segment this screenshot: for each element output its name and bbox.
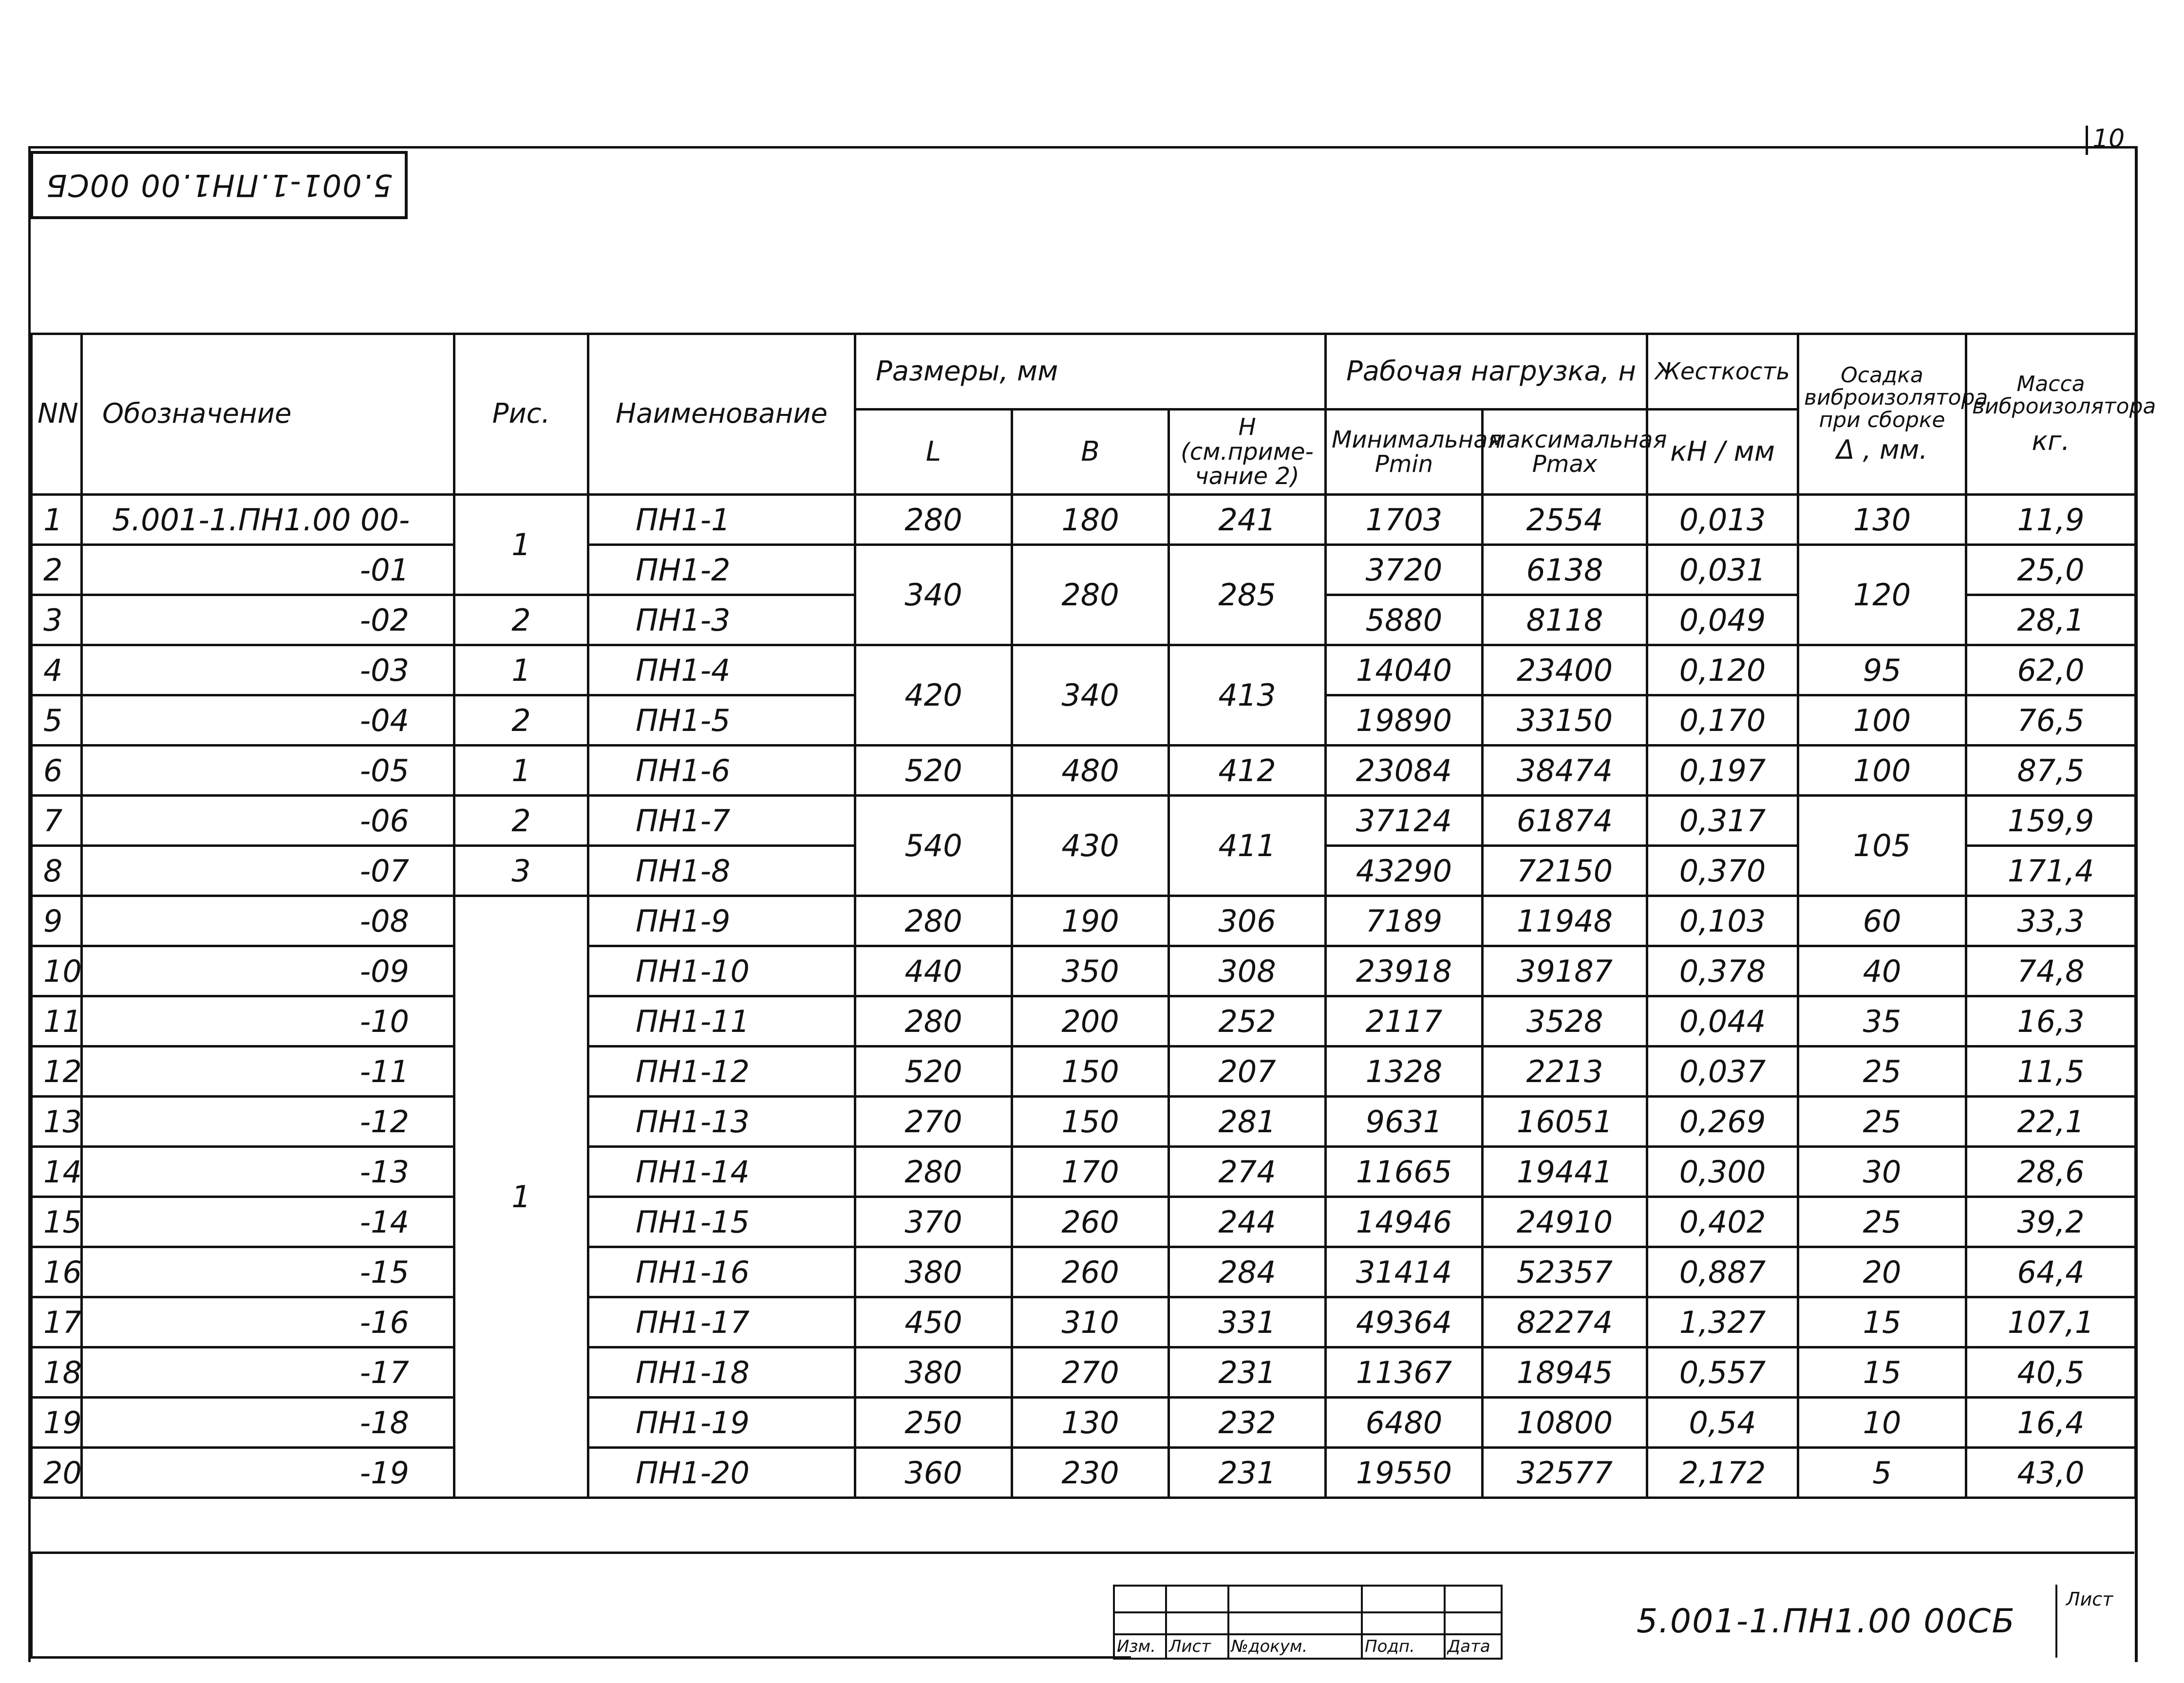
cell-settlement: 15 [1798,1347,1966,1398]
table-row [32,1297,2136,1347]
cell-pmax: 19441 [1483,1147,1647,1197]
cell-B: 150 [1012,1097,1169,1147]
cell-designation: -12 [82,1097,454,1147]
table-row [32,1047,2136,1097]
header-name: Наименование [588,334,855,495]
cell-mass: 107,1 [1966,1297,2136,1347]
cell-pmax: 2213 [1483,1047,1647,1097]
cell-stiffness: 0,103 [1647,896,1798,946]
cell-designation: -14 [82,1197,454,1247]
cell-stiffness: 0,049 [1647,595,1798,645]
cell-L: 380 [855,1347,1012,1398]
cell-name: ПН1-19 [588,1398,855,1448]
cell-L: 270 [855,1097,1012,1147]
header-settlement-unit: Δ , мм. [1836,434,1928,466]
cell-L: 370 [855,1197,1012,1247]
cell-mass: 33,3 [1966,896,2136,946]
cell-pmax: 38474 [1483,746,1647,796]
cell-mass: 16,3 [1966,996,2136,1047]
cell-B: 130 [1012,1398,1169,1448]
cell-nn: 7 [32,796,82,846]
header-B: B [1012,410,1169,495]
cell-L: 450 [855,1297,1012,1347]
cell-L: 440 [855,946,1012,996]
cell-designation: -02 [82,595,454,645]
header-figure: Рис. [454,334,588,495]
cell-pmin: 14040 [1326,645,1483,695]
cell-B: 150 [1012,1047,1169,1097]
cell-settlement: 25 [1798,1197,1966,1247]
cell-name: ПН1-10 [588,946,855,996]
cell-pmax: 6138 [1483,545,1647,595]
cell-figure: 1 [454,746,588,796]
cell-figure: 2 [454,695,588,746]
cell-L: 280 [855,996,1012,1047]
cell-designation: -06 [82,796,454,846]
table-row [32,1147,2136,1197]
cell-pmin: 23084 [1326,746,1483,796]
table-row [32,996,2136,1047]
cell-mass: 74,8 [1966,946,2136,996]
cell-mass: 25,0 [1966,545,2136,595]
cell-pmax: 82274 [1483,1297,1647,1347]
cell-figure: 1 [454,896,588,1498]
cell-pmin: 6480 [1326,1398,1483,1448]
table-row [32,1247,2136,1297]
cell-name: ПН1-12 [588,1047,855,1097]
cell-mass: 40,5 [1966,1347,2136,1398]
cell-nn: 15 [32,1197,82,1247]
cell-settlement: 120 [1798,545,1966,645]
header-stiffness: Жесткость [1647,334,1798,410]
cell-pmin: 3720 [1326,545,1483,595]
cell-stiffness: 2,172 [1647,1448,1798,1498]
table-row [32,946,2136,996]
table-row [32,1097,2136,1147]
cell-name: ПН1-11 [588,996,855,1047]
table-row [32,645,2136,695]
cell-L: 540 [855,796,1012,896]
cell-pmin: 19550 [1326,1448,1483,1498]
cell-pmax: 8118 [1483,595,1647,645]
cell-figure: 2 [454,595,588,645]
cell-nn: 3 [32,595,82,645]
cell-pmax: 52357 [1483,1247,1647,1297]
cell-B: 260 [1012,1247,1169,1297]
label-sign: Подп. [1362,1634,1445,1659]
header-L: L [855,410,1012,495]
cell-settlement: 15 [1798,1297,1966,1347]
cell-figure: 1 [454,495,588,595]
cell-pmin: 5880 [1326,595,1483,645]
cell-stiffness: 0,54 [1647,1398,1798,1448]
cell-name: ПН1-1 [588,495,855,545]
cell-L: 520 [855,1047,1012,1097]
cell-mass: 11,9 [1966,495,2136,545]
cell-L: 280 [855,1147,1012,1197]
cell-designation: -10 [82,996,454,1047]
label-list: Лист [1166,1634,1228,1659]
cell-name: ПН1-7 [588,796,855,846]
cell-pmax: 3528 [1483,996,1647,1047]
cell-H: 252 [1169,996,1326,1047]
label-date: Дата [1445,1634,1502,1659]
cell-settlement: 40 [1798,946,1966,996]
cell-pmax: 72150 [1483,846,1647,896]
table-row [32,1398,2136,1448]
cell-L: 340 [855,545,1012,645]
cell-stiffness: 0,300 [1647,1147,1798,1197]
spec-table [30,333,2156,1499]
cell-B: 230 [1012,1448,1169,1498]
cell-L: 360 [855,1448,1012,1498]
cell-designation: -07 [82,846,454,896]
cell-nn: 10 [32,946,82,996]
cell-H: 274 [1169,1147,1326,1197]
cell-figure: 3 [454,846,588,896]
cell-mass: 28,1 [1966,595,2136,645]
cell-nn: 19 [32,1398,82,1448]
cell-H: 285 [1169,545,1326,645]
cell-H: 413 [1169,645,1326,746]
cell-stiffness: 0,317 [1647,796,1798,846]
cell-pmin: 7189 [1326,896,1483,946]
cell-name: ПН1-17 [588,1297,855,1347]
table-row [32,545,2136,595]
cell-mass: 87,5 [1966,746,2136,796]
cell-L: 250 [855,1398,1012,1448]
header-pmax: максимальная Pmax [1483,410,1647,495]
table-row [32,1448,2136,1498]
cell-L: 380 [855,1247,1012,1297]
cell-nn: 4 [32,645,82,695]
cell-B: 480 [1012,746,1169,796]
cell-H: 331 [1169,1297,1326,1347]
cell-mass: 11,5 [1966,1047,2136,1097]
cell-name: ПН1-5 [588,695,855,746]
cell-mass: 28,6 [1966,1147,2136,1197]
cell-name: ПН1-2 [588,545,855,595]
table-row [32,896,2136,946]
cell-name: ПН1-8 [588,846,855,896]
cell-H: 306 [1169,896,1326,946]
cell-stiffness: 1,327 [1647,1297,1798,1347]
cell-nn: 13 [32,1097,82,1147]
cell-designation: -13 [82,1147,454,1197]
cell-nn: 11 [32,996,82,1047]
cell-mass: 171,4 [1966,846,2136,896]
cell-pmax: 39187 [1483,946,1647,996]
cell-name: ПН1-14 [588,1147,855,1197]
header-pmin: Минимальная Pmin [1326,410,1483,495]
cell-nn: 2 [32,545,82,595]
cell-H: 207 [1169,1047,1326,1097]
cell-settlement: 105 [1798,796,1966,896]
cell-pmax: 33150 [1483,695,1647,746]
cell-designation: -19 [82,1448,454,1498]
cell-pmax: 23400 [1483,645,1647,695]
cell-nn: 6 [32,746,82,796]
cell-nn: 16 [32,1247,82,1297]
cell-stiffness: 0,197 [1647,746,1798,796]
cell-H: 412 [1169,746,1326,796]
cell-settlement: 5 [1798,1448,1966,1498]
cell-H: 231 [1169,1347,1326,1398]
cell-pmin: 11367 [1326,1347,1483,1398]
cell-settlement: 130 [1798,495,1966,545]
cell-settlement: 25 [1798,1097,1966,1147]
cell-pmin: 31414 [1326,1247,1483,1297]
cell-pmin: 19890 [1326,695,1483,746]
cell-nn: 14 [32,1147,82,1197]
cell-designation: 5.001-1.ПН1.00 00- [82,495,454,545]
cell-pmax: 10800 [1483,1398,1647,1448]
cell-mass: 43,0 [1966,1448,2136,1498]
cell-settlement: 20 [1798,1247,1966,1297]
cell-H: 281 [1169,1097,1326,1147]
sheet-label: Лист [2066,1589,2113,1610]
cell-mass: 16,4 [1966,1398,2136,1448]
cell-nn: 18 [32,1347,82,1398]
sheet-number-divider [2086,126,2088,155]
cell-nn: 9 [32,896,82,946]
cell-L: 280 [855,495,1012,545]
cell-stiffness: 0,402 [1647,1197,1798,1247]
document-code: 5.001-1.ПН1.00 00СБ [1637,1602,2016,1641]
cell-settlement: 35 [1798,996,1966,1047]
cell-B: 310 [1012,1297,1169,1347]
cell-designation: -03 [82,645,454,695]
cell-B: 260 [1012,1197,1169,1247]
cell-H: 244 [1169,1197,1326,1247]
cell-stiffness: 0,378 [1647,946,1798,996]
cell-name: ПН1-6 [588,746,855,796]
cell-stiffness: 0,120 [1647,645,1798,695]
cell-B: 430 [1012,796,1169,896]
cell-mass: 159,9 [1966,796,2136,846]
cell-B: 180 [1012,495,1169,545]
cell-B: 190 [1012,896,1169,946]
cell-B: 280 [1012,545,1169,645]
cell-name: ПН1-4 [588,645,855,695]
cell-pmax: 61874 [1483,796,1647,846]
cell-stiffness: 0,370 [1647,846,1798,896]
cell-nn: 1 [32,495,82,545]
cell-settlement: 10 [1798,1398,1966,1448]
label-izm: Изм. [1114,1634,1166,1659]
cell-designation: -17 [82,1347,454,1398]
cell-H: 231 [1169,1448,1326,1498]
cell-H: 411 [1169,796,1326,896]
cell-H: 241 [1169,495,1326,545]
cell-stiffness: 0,557 [1647,1347,1798,1398]
sheet-box [2055,1585,2134,1658]
header-designation: Обозначение [82,334,454,495]
cell-figure: 1 [454,645,588,695]
header-dimensions: Размеры, мм [855,334,1326,410]
cell-pmin: 37124 [1326,796,1483,846]
cell-stiffness: 0,013 [1647,495,1798,545]
header-mass-title: Масса виброизолятора [1972,371,2156,419]
cell-mass: 22,1 [1966,1097,2136,1147]
cell-name: ПН1-13 [588,1097,855,1147]
cell-stiffness: 0,044 [1647,996,1798,1047]
cell-settlement: 30 [1798,1147,1966,1197]
cell-designation: -18 [82,1398,454,1448]
cell-settlement: 95 [1798,645,1966,695]
cell-pmin: 43290 [1326,846,1483,896]
cell-settlement: 25 [1798,1047,1966,1097]
cell-pmax: 18945 [1483,1347,1647,1398]
cell-stiffness: 0,269 [1647,1097,1798,1147]
cell-settlement: 100 [1798,746,1966,796]
header-load: Рабочая нагрузка, н [1326,334,1647,410]
cell-settlement: 60 [1798,896,1966,946]
header-mass [1966,334,2156,495]
header-nn: NN [32,334,82,495]
cell-pmin: 11665 [1326,1147,1483,1197]
cell-designation: -04 [82,695,454,746]
table-row [32,495,2136,545]
cell-designation: -01 [82,545,454,595]
label-doc: №докум. [1228,1634,1362,1659]
cell-figure: 2 [454,796,588,846]
cell-H: 232 [1169,1398,1326,1448]
cell-pmin: 1703 [1326,495,1483,545]
cell-designation: -08 [82,896,454,946]
cell-B: 270 [1012,1347,1169,1398]
signature-grid [1113,1585,1503,1660]
cell-pmin: 23918 [1326,946,1483,996]
cell-name: ПН1-9 [588,896,855,946]
cell-name: ПН1-18 [588,1347,855,1398]
cell-designation: -15 [82,1247,454,1297]
cell-nn: 17 [32,1297,82,1347]
header-stiffness-unit: кН / мм [1647,410,1798,495]
cell-pmin: 1328 [1326,1047,1483,1097]
header-mass-unit: кг. [2032,426,2070,457]
header-H: H (см.приме-чание 2) [1169,410,1326,495]
table-row [32,1197,2136,1247]
cell-name: ПН1-20 [588,1448,855,1498]
document-stamp [30,151,408,219]
cell-designation: -09 [82,946,454,996]
cell-L: 420 [855,645,1012,746]
cell-designation: -05 [82,746,454,796]
header-settlement [1798,334,1988,495]
cell-mass: 64,4 [1966,1247,2136,1297]
cell-nn: 5 [32,695,82,746]
cell-mass: 62,0 [1966,645,2136,695]
cell-settlement: 100 [1798,695,1966,746]
table-row [32,1347,2136,1398]
cell-nn: 8 [32,846,82,896]
cell-L: 520 [855,746,1012,796]
cell-designation: -16 [82,1297,454,1347]
cell-stiffness: 0,170 [1647,695,1798,746]
cell-pmin: 49364 [1326,1297,1483,1347]
cell-pmax: 24910 [1483,1197,1647,1247]
cell-B: 200 [1012,996,1169,1047]
cell-pmax: 11948 [1483,896,1647,946]
cell-name: ПН1-15 [588,1197,855,1247]
cell-name: ПН1-3 [588,595,855,645]
table-row [32,796,2136,846]
cell-nn: 12 [32,1047,82,1097]
cell-pmin: 9631 [1326,1097,1483,1147]
cell-stiffness: 0,031 [1647,545,1798,595]
sheet-number: 10 [2092,124,2125,153]
cell-L: 280 [855,896,1012,946]
cell-stiffness: 0,887 [1647,1247,1798,1297]
cell-B: 170 [1012,1147,1169,1197]
cell-pmax: 32577 [1483,1448,1647,1498]
cell-name: ПН1-16 [588,1247,855,1297]
cell-stiffness: 0,037 [1647,1047,1798,1097]
cell-H: 308 [1169,946,1326,996]
cell-pmax: 2554 [1483,495,1647,545]
cell-B: 350 [1012,946,1169,996]
cell-pmax: 16051 [1483,1097,1647,1147]
cell-H: 284 [1169,1247,1326,1297]
cell-mass: 39,2 [1966,1197,2136,1247]
cell-mass: 76,5 [1966,695,2136,746]
cell-B: 340 [1012,645,1169,746]
table-row [32,746,2136,796]
header-settlement-title: Осадка виброизолятора при сборке [1804,362,1988,433]
cell-pmin: 14946 [1326,1197,1483,1247]
cell-pmin: 2117 [1326,996,1483,1047]
spec-table-body [32,495,2136,1498]
cell-designation: -11 [82,1047,454,1097]
stamp-code: 5.001-1.ПН1.00 00СБ [45,167,393,203]
cell-nn: 20 [32,1448,82,1498]
